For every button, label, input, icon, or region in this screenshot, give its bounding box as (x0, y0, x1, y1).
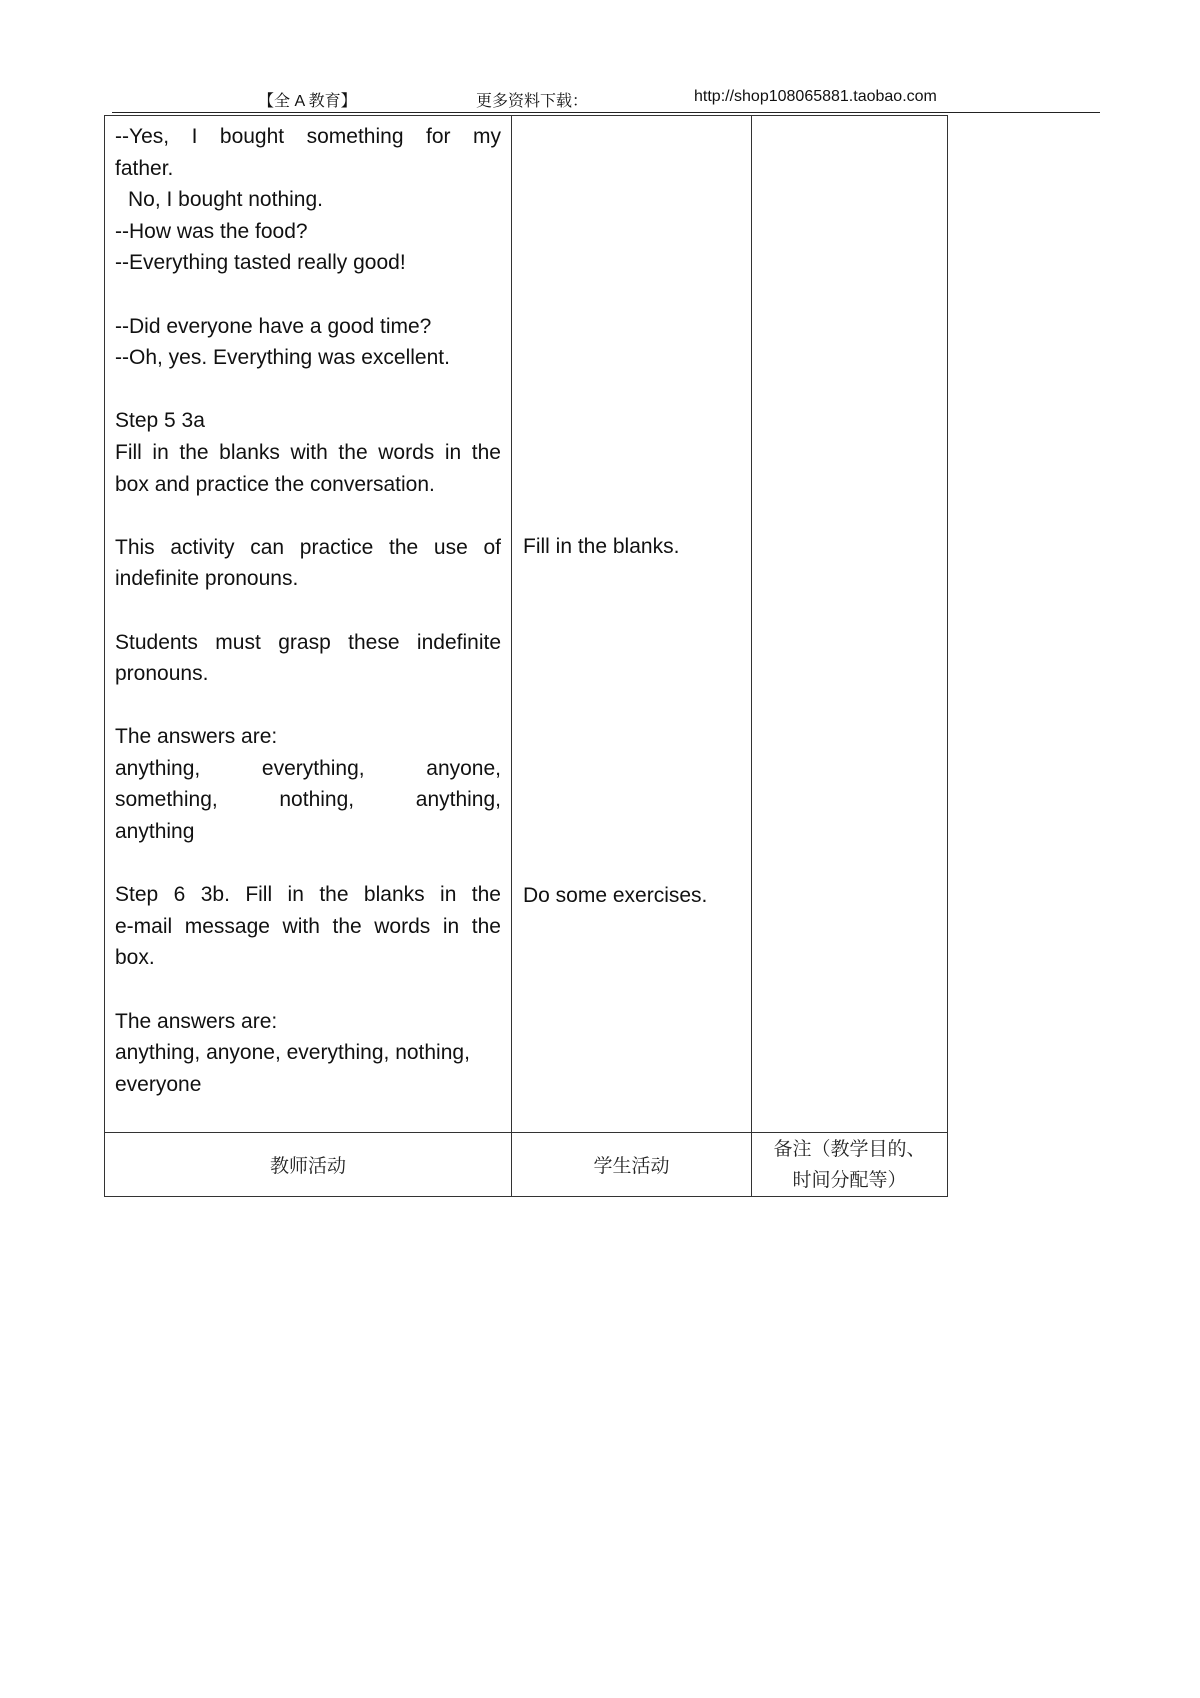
text-line: The answers are: (115, 1009, 278, 1033)
text-line: --How was the food? (115, 219, 308, 243)
text-line: anything, anyone, everything, nothing, (115, 1041, 470, 1065)
text-line: something, nothing, anything, (115, 788, 501, 812)
teacher-activity-cell (105, 116, 512, 1133)
text-line: box. (115, 946, 155, 970)
student-activity-cell (512, 116, 752, 1133)
student-task-exercises: Do some exercises. (523, 884, 708, 907)
dialogue-block-2 (115, 311, 501, 374)
text-line: --Yes, I bought something for my (115, 125, 501, 148)
step-5-block (115, 405, 501, 500)
table-row-labels (105, 1133, 948, 1197)
text-line: --Everything tasted really good! (115, 251, 406, 275)
answers-block-2 (115, 1006, 501, 1101)
text-line: father. (115, 156, 174, 180)
notes-label (752, 1133, 948, 1197)
goal-block (115, 627, 501, 690)
text-line: anything, everything, anyone, (115, 756, 501, 780)
text-line: e-mail message with the words in the (115, 914, 501, 938)
text-line: everyone (115, 1072, 202, 1096)
text-line: No, I bought nothing. (128, 188, 323, 212)
text-line: Students must grasp these indefinite (115, 630, 501, 654)
notes-label-line: 时间分配等） (792, 1168, 907, 1191)
header-brand: 【全 A 教育】 (258, 93, 357, 110)
step-heading: Step 6 3b. Fill in the blanks in the (115, 883, 501, 907)
text-line: This activity can practice the use of (115, 535, 501, 559)
teacher-activity-label: 教师活动 (105, 1133, 512, 1197)
step-heading: Step 5 3a (115, 409, 205, 433)
text-line: anything (115, 820, 195, 844)
text-line: --Did everyone have a good time? (115, 314, 432, 338)
header-more-downloads: 更多资料下载： (476, 93, 589, 110)
text-line: Fill in the blanks with the words in the (115, 440, 501, 464)
lesson-plan-table (104, 115, 948, 1197)
text-line: indefinite pronouns. (115, 567, 299, 591)
student-activity-label: 学生活动 (512, 1133, 752, 1197)
activity-purpose-block (115, 532, 501, 595)
answers-block-1 (115, 721, 501, 847)
header-url-link[interactable]: http://shop108065881.taobao.com (694, 88, 937, 105)
notes-cell (752, 116, 948, 1133)
text-line: pronouns. (115, 662, 209, 686)
student-task-fill-blanks: Fill in the blanks. (523, 535, 680, 558)
page-header (112, 84, 1100, 113)
text-line: The answers are: (115, 725, 278, 749)
text-line: box and practice the conversation. (115, 472, 435, 496)
table-row-content (105, 116, 948, 1133)
step-6-block (115, 879, 501, 974)
notes-label-line: 备注（教学目的、 (773, 1137, 926, 1160)
text-line: --Oh, yes. Everything was excellent. (115, 346, 450, 370)
dialogue-block-1 (115, 121, 501, 279)
